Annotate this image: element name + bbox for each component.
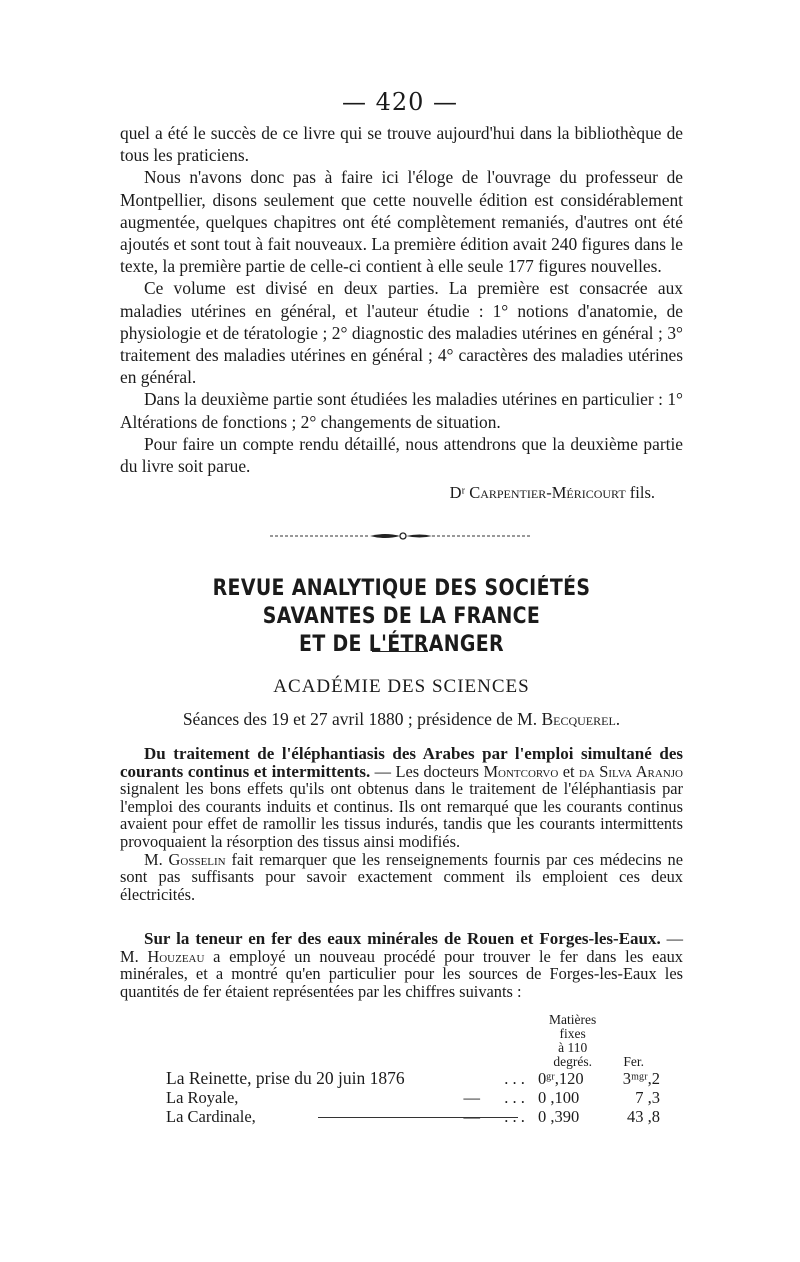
ornamental-divider — [270, 531, 530, 541]
news-item — [120, 930, 683, 1000]
section-title-line: ET DE L'ÉTRANGER — [299, 632, 504, 657]
author-name: da Silva Aranjo — [578, 761, 683, 781]
paragraph: Ce volume est divisé en deux parties. La première est consacrée aux maladies utérines en général, et l'auteur étudie : 1° notions d'anatomie, de physiologie et de tératologie ; 2° diagnostic des maladies utérines en général ; 3° traitement des maladies utérines en général ; 4° caractères des maladies utérines en général. — [120, 278, 683, 388]
column-header-fixed-matter: Matières fixes à 110 degrés. — [549, 1012, 597, 1069]
news-text: fait remarquer que les renseignements fournis par ces médecins ne sont pas suffisants pour savoir exactement comment ils emploient ces deux électricités. — [120, 849, 683, 904]
author-name: Montcorvo — [483, 761, 559, 781]
signature-prefix: Dʳ — [449, 483, 466, 503]
table-cell-iron: 7 ,3 — [635, 1088, 660, 1107]
paragraph: quel a été le succès de ce livre qui se trouve aujourd'hui dans la bibliothèque de tous les praticiens. — [120, 123, 683, 166]
table-cell-iron: 3ᵐᵍʳ,2 — [622, 1069, 660, 1088]
news-paragraph — [120, 851, 683, 904]
signature-suffix: fils. — [629, 483, 655, 503]
signature-name: Carpentier-Méricourt — [469, 483, 626, 503]
president-name: Becquerel. — [541, 709, 621, 729]
short-rule — [372, 651, 428, 652]
iron-content-table — [166, 1013, 660, 1126]
subsection-title: ACADÉMIE DES SCIENCES — [273, 676, 530, 697]
table-cell-source: La Royale, — [166, 1088, 239, 1107]
table-row — [166, 1069, 660, 1088]
page-number: — 420 — — [341, 88, 459, 116]
table-cell-source: La Reinette, prise du 20 juin 1876 — [166, 1068, 405, 1088]
news-item — [120, 745, 683, 903]
book-review-continuation — [120, 122, 683, 503]
table-header-row — [166, 1013, 660, 1069]
table-cell-leader: . . . — [504, 1069, 525, 1088]
end-rule — [318, 1117, 518, 1118]
table-cell-fixed-matter: 0 ,390 — [537, 1107, 580, 1126]
section-title-line: REVUE ANALYTIQUE DES SOCIÉTÉS SAVANTES DE LA FRANCE — [212, 576, 591, 629]
news-heading: Du traitement de l'éléphantiasis des Arabes par l'emploi simultané des courants continus et intermittents. — [120, 744, 683, 781]
table-cell-ditto: — — [463, 1088, 481, 1107]
news-text: signalent les bons effets qu'ils ont obtenus dans le traitement de l'éléphantiasis par l'emploi des courants induits et continus. Ils ont remarqué que les courants continus avaient pour effet de ramollir les tissus indurés, tandis que les courants intermittents provoquaient la résorption des tissus ainsi modifiés. — [120, 779, 683, 851]
author-name: Houzeau — [147, 946, 205, 966]
news-paragraph — [120, 745, 683, 851]
table-cell-fixed-matter: 0ᵍʳ,120 — [537, 1069, 584, 1088]
news-heading: Sur la teneur en fer des eaux minérales de Rouen et Forges-les-Eaux. — [144, 929, 661, 948]
news-paragraph — [120, 930, 683, 1000]
paragraph: Nous n'avons donc pas à faire ici l'éloge de l'ouvrage du professeur de Montpellier, disons seulement que cette nouvelle édition est considérablement augmentée, quelques chapitres ont été complètement remaniés, d'autres ont été ajoutés et sont tout à fait nouveaux. La première édition avait 240 figures dans le texte, la première partie de celle-ci contient à elle seule 177 figures nouvelles. — [120, 167, 683, 277]
section-title — [159, 575, 643, 659]
table-cell-iron: 43 ,8 — [627, 1107, 660, 1126]
table-cell-source: La Cardinale, — [166, 1107, 256, 1126]
paragraph: Pour faire un compte rendu détaillé, nous attendrons que la deuxième partie du livre soit parue. — [120, 433, 683, 477]
news-text: — Les docteurs — [370, 761, 484, 781]
column-header-iron: Fer. — [623, 1054, 644, 1069]
table-row — [166, 1088, 660, 1107]
news-text: et — [558, 761, 579, 781]
session-text: Séances des 19 et 27 avril 1880 ; présidence de M. — [182, 709, 538, 729]
table-cell-leader: . . . — [504, 1088, 525, 1107]
signature — [120, 483, 683, 503]
author-name: Gosselin — [168, 849, 226, 869]
paragraph: Dans la deuxième partie sont étudiées les maladies utérines en particulier : 1° Altérations de fonctions ; 2° changements de situation. — [120, 389, 683, 432]
session-line — [120, 709, 683, 730]
table-cell-ditto — [439, 1069, 504, 1088]
news-text: a employé un nouveau procédé pour trouver le fer dans les eaux minérales, et a montré qu'en particulier pour les sources de Forges-les-Eaux les quantités de fer étaient représentées par les chiffres suivants : — [120, 946, 683, 1001]
news-text: M. — [144, 849, 169, 869]
news-text: — M. — [120, 929, 683, 966]
table-cell-fixed-matter: 0 ,100 — [537, 1088, 580, 1107]
table-cell-ditto: — — [463, 1107, 481, 1126]
table-cell-leader: . . . — [504, 1107, 525, 1126]
